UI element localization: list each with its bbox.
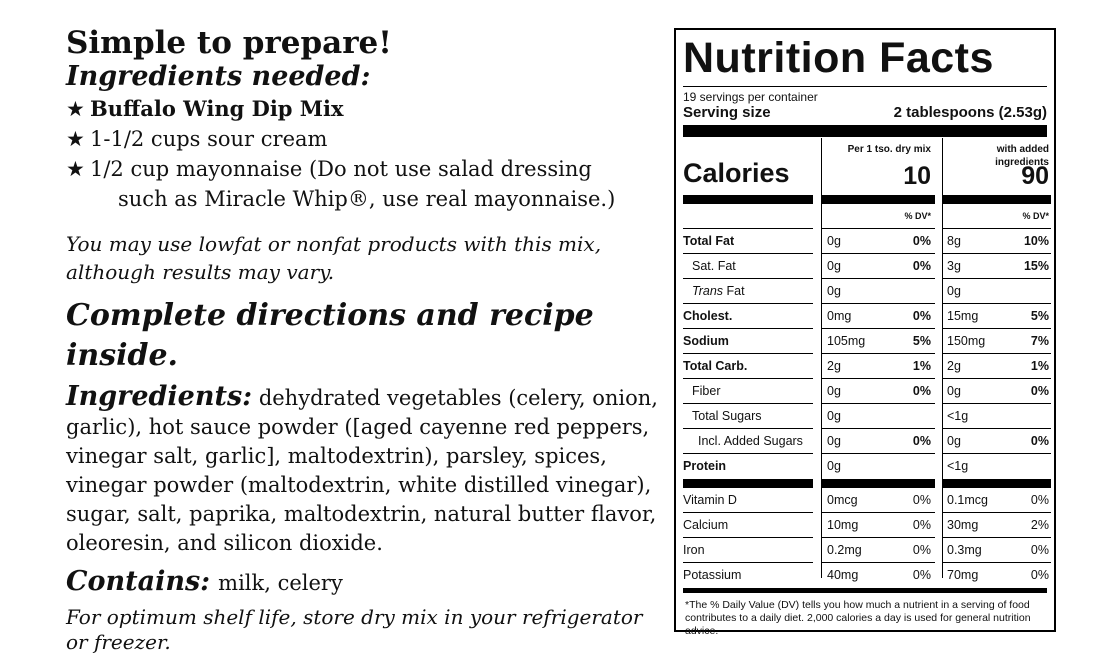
serving-size — [683, 104, 1047, 122]
dv-dry: 0% — [912, 543, 931, 557]
nutrient-label: Total Carb. — [683, 359, 748, 373]
dv-dry: 0% — [912, 309, 931, 323]
list-item — [66, 94, 658, 124]
nutrient-label: Total Sugars — [692, 409, 762, 423]
list-item — [66, 124, 658, 154]
nutrient-row — [683, 354, 1047, 379]
column-header-prepared: with added ingredients — [995, 144, 1049, 168]
amount-dry: 0g — [827, 284, 841, 298]
amount-dry: 0g — [827, 459, 841, 473]
amount-prepared: 0g — [947, 384, 961, 398]
nutrient-row — [683, 279, 1047, 304]
dv-dry: 0% — [912, 384, 931, 398]
calories-header — [683, 137, 1047, 195]
divider-thick — [683, 125, 1047, 137]
amount-dry: 105mg — [827, 334, 866, 348]
dv-prepared: 15% — [1023, 259, 1049, 273]
nutrition-facts-title: Nutrition Facts — [683, 34, 994, 82]
dv-prepared: 10% — [1023, 234, 1049, 248]
dv-header: % DV* — [1022, 211, 1049, 221]
dv-prepared: 0% — [1030, 493, 1049, 507]
product-description — [66, 24, 658, 655]
list-item-text: 1/2 cup mayonnaise (Do not use salad dressing — [90, 157, 592, 181]
amount-prepared: <1g — [947, 409, 969, 423]
amount-dry: 0g — [827, 234, 841, 248]
contains-label: Contains: — [66, 566, 211, 597]
vitamin-row — [683, 513, 1047, 538]
ingredients-needed-heading: Ingredients needed: — [66, 61, 371, 92]
nutrient-row — [683, 429, 1047, 454]
nutrient-label: Sat. Fat — [692, 259, 736, 273]
contains-text: milk, celery — [218, 571, 343, 595]
calories-label: Calories — [683, 158, 790, 188]
servings-per-container: 19 servings per container — [683, 90, 818, 104]
column-header-dry-mix: Per 1 tso. dry mix — [847, 144, 931, 155]
protein-bar — [683, 479, 1047, 488]
amount-prepared: 150mg — [947, 334, 986, 348]
vitamin-label: Potassium — [683, 568, 742, 582]
ingredients-paragraph — [66, 382, 658, 558]
serving-size-value: 2 tablespoons (2.53g) — [893, 104, 1047, 121]
amount-prepared: 0g — [947, 434, 961, 448]
dv-prepared: 0% — [1030, 434, 1049, 448]
dv-header-row — [683, 204, 1047, 229]
nutrient-row — [683, 304, 1047, 329]
dv-dry: 1% — [912, 359, 931, 373]
nutrient-row — [683, 454, 1047, 479]
dv-header: % DV* — [904, 211, 931, 221]
ingredients-needed-list — [66, 94, 658, 214]
dv-dry: 0% — [912, 434, 931, 448]
star-icon: ★ — [66, 127, 85, 151]
nutrient-row — [683, 229, 1047, 254]
amount-dry: 40mg — [827, 568, 859, 582]
amount-prepared: 0g — [947, 284, 961, 298]
nutrition-facts-panel — [674, 28, 1056, 637]
nutrient-label: Protein — [683, 459, 727, 473]
nutrient-label: Trans Fat — [692, 284, 745, 298]
vitamin-label: Iron — [683, 543, 705, 557]
calories-bar — [683, 195, 1047, 204]
nutrient-row — [683, 379, 1047, 404]
nutrient-row — [683, 254, 1047, 279]
amount-prepared: 8g — [947, 234, 961, 248]
serving-size-label: Serving size — [683, 104, 771, 121]
calories-prepared: 90 — [1021, 162, 1049, 190]
daily-value-footnote: *The % Daily Value (DV) tells you how much a nutrient in a serving of food contributes to a daily diet. 2,000 calories a day is used for general nutrition advice. — [685, 599, 1031, 637]
amount-prepared: 70mg — [947, 568, 979, 582]
dv-prepared: 2% — [1030, 518, 1049, 532]
ingredients-label: Ingredients: — [66, 381, 253, 412]
vitamin-label: Calcium — [683, 518, 729, 532]
nutrient-label: Incl. Added Sugars — [698, 434, 803, 448]
amount-dry: 0g — [827, 409, 841, 423]
lowfat-note: You may use lowfat or nonfat products with this mix, although results may vary. — [66, 232, 602, 284]
nutrient-label: Cholest. — [683, 309, 733, 323]
amount-prepared: 15mg — [947, 309, 979, 323]
list-item-continuation: such as Miracle Whip®, use real mayonnaise.) — [118, 187, 616, 211]
amount-dry: 2g — [827, 359, 841, 373]
list-item — [66, 154, 658, 214]
amount-dry: 10mg — [827, 518, 859, 532]
dv-dry: 0% — [912, 568, 931, 582]
list-item-text: 1-1/2 cups sour cream — [90, 127, 328, 151]
directions-heading: Complete directions and recipe inside. — [66, 298, 594, 373]
amount-dry: 0g — [827, 434, 841, 448]
dv-prepared: 0% — [1030, 384, 1049, 398]
amount-dry: 0mg — [827, 309, 852, 323]
dv-dry: 0% — [912, 493, 931, 507]
amount-prepared: 0.3mg — [947, 543, 982, 557]
vitamin-row — [683, 538, 1047, 563]
amount-prepared: 0.1mcg — [947, 493, 988, 507]
vitamin-label: Vitamin D — [683, 493, 737, 507]
dv-prepared: 7% — [1030, 334, 1049, 348]
nutrient-label: Fiber — [692, 384, 721, 398]
dv-dry: 0% — [912, 518, 931, 532]
calories-dry-mix: 10 — [903, 162, 931, 190]
amount-dry: 0mcg — [827, 493, 858, 507]
dv-dry: 0% — [912, 259, 931, 273]
list-item-text: Buffalo Wing Dip Mix — [90, 96, 344, 121]
vitamin-row — [683, 563, 1047, 588]
nutrient-label: Total Fat — [683, 234, 735, 248]
amount-prepared: <1g — [947, 459, 969, 473]
storage-note: For optimum shelf life, store dry mix in your refrigerator or freezer. — [66, 605, 643, 654]
dv-prepared: 5% — [1030, 309, 1049, 323]
contains-paragraph — [66, 566, 658, 599]
divider — [683, 86, 1047, 87]
nutrient-row — [683, 329, 1047, 354]
column-divider — [942, 138, 943, 578]
amount-prepared: 2g — [947, 359, 961, 373]
nutrient-label: Sodium — [683, 334, 729, 348]
amount-prepared: 3g — [947, 259, 961, 273]
page-title: Simple to prepare! — [66, 25, 392, 61]
ingredients-text: dehydrated vegetables (celery, onion, garlic), hot sauce powder ([aged cayenne red peppers, vinegar salt, garlic], maltodextrin), parsley, spices, vinegar powder (maltodextrin, white distilled vinegar), sugar, salt, paprika, maltodextrin, natural butter flavor, oleoresin, and silicon dioxide. — [66, 386, 658, 555]
divider-thick — [683, 588, 1047, 593]
dv-prepared: 0% — [1030, 543, 1049, 557]
amount-prepared: 30mg — [947, 518, 979, 532]
dv-dry: 0% — [912, 234, 931, 248]
dv-dry: 5% — [912, 334, 931, 348]
nutrient-row — [683, 404, 1047, 429]
vitamin-row — [683, 488, 1047, 513]
amount-dry: 0.2mg — [827, 543, 862, 557]
amount-dry: 0g — [827, 259, 841, 273]
star-icon: ★ — [66, 157, 85, 181]
column-divider — [821, 138, 822, 578]
dv-prepared: 1% — [1030, 359, 1049, 373]
star-icon: ★ — [66, 97, 85, 121]
dv-prepared: 0% — [1030, 568, 1049, 582]
amount-dry: 0g — [827, 384, 841, 398]
